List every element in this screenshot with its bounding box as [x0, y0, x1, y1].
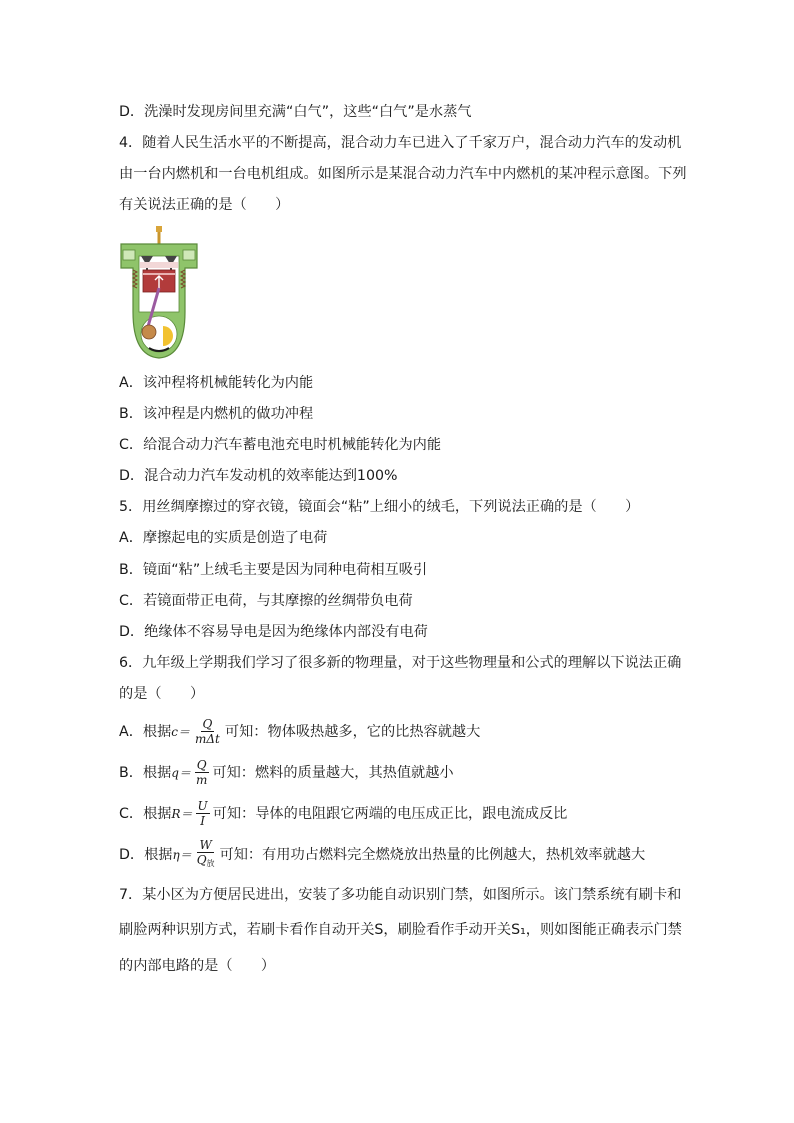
formula-numerator: W: [199, 837, 212, 852]
q5-option-d: D．绝缘体不容易导电是因为绝缘体内部没有电荷: [119, 624, 428, 640]
formula-denominator: [195, 853, 217, 871]
formula-lhs: η＝: [172, 847, 192, 862]
q6-option-d: [119, 834, 645, 874]
q5-option-b: B．镜面“粘”上绒毛主要是因为同种电荷相互吸引: [119, 562, 428, 578]
q6-stem-line-2: 的是（ ）: [119, 686, 205, 702]
option-prefix: C．根据: [119, 806, 172, 822]
q5-option-a: A．摩擦起电的实质是创造了电荷: [119, 530, 328, 546]
formula-denominator-subscript: 放: [206, 858, 215, 868]
option-text: 可知：燃料的质量越大，其热值就越小: [212, 765, 454, 781]
q4-stem-line-2: 由一台内燃机和一台电机组成。如图所示是某混合动力汽车中内燃机的某冲程示意图。下列: [119, 166, 687, 182]
formula-denominator: m: [195, 772, 208, 787]
option-prefix: A．根据: [119, 724, 172, 740]
q7-stem-line-1: 7．某小区为方便居民进出，安装了多功能自动识别门禁，如图所示。该门禁系统有刷卡和: [119, 887, 682, 903]
formula-fraction: [196, 799, 210, 828]
crank-wheel: [142, 325, 156, 339]
option-text: 可知：物体吸热越多，它的比热容就越大: [224, 724, 481, 740]
formula-lhs: R＝: [171, 806, 193, 821]
exhaust-port: [183, 250, 195, 260]
q6-stem-line-1: 6．九年级上学期我们学习了很多新的物理量，对于这些物理量和公式的理解以下说法正确: [119, 655, 682, 671]
intake-port: [123, 250, 135, 260]
formula-denominator: I: [200, 813, 205, 828]
q4-option-b: B．该冲程是内燃机的做功冲程: [119, 406, 314, 422]
q4-option-d: D．混合动力汽车发动机的效率能达到100%: [119, 468, 398, 484]
piston-ring: [143, 273, 175, 275]
formula-lhs: q＝: [171, 765, 191, 780]
q4-stem-line-3: 有关说法正确的是（ ）: [119, 197, 290, 213]
q4-stem-line-1: 4．随着人民生活水平的不断提高，混合动力车已进入了千家万户，混合动力汽车的发动机: [119, 135, 682, 151]
option-text: 可知：导体的电阻跟它两端的电压成正比，跟电流成反比: [212, 806, 568, 822]
q5-stem: 5．用丝绸摩擦过的穿衣镜，镜面会“粘”上细小的绒毛，下列说法正确的是（ ）: [119, 499, 640, 515]
q4-option-c: C．给混合动力汽车蓄电池充电时机械能转化为内能: [119, 437, 442, 453]
q7-stem-line-3: 的内部电路的是（ ）: [119, 958, 276, 974]
formula-lhs: c＝: [171, 724, 191, 739]
option-prefix: B．根据: [119, 765, 172, 781]
formula-denominator: mΔt: [195, 731, 220, 746]
formula-denominator-symbol: Q: [196, 852, 207, 867]
q5-option-c: C．若镜面带正电荷，与其摩擦的丝绸带负电荷: [119, 593, 413, 609]
gas-mixture: [140, 262, 178, 268]
spark-plug-top: [156, 226, 162, 232]
formula-fraction: [193, 717, 222, 746]
q3-option-d: D．洗澡时发现房间里充满“白气”，这些“白气”是水蒸气: [119, 104, 472, 120]
q6-option-a: [119, 711, 480, 751]
q4-option-a: A．该冲程将机械能转化为内能: [119, 375, 314, 391]
formula-fraction: [195, 838, 217, 871]
formula-numerator: Q: [202, 716, 213, 731]
engine-stroke-diagram: [119, 226, 199, 366]
formula-numerator: U: [197, 798, 208, 813]
q6-option-b: [119, 752, 454, 792]
spark-plug-body: [158, 232, 161, 244]
q6-option-c: [119, 793, 567, 833]
option-text: 可知：有用功占燃料完全燃烧放出热量的比例越大，热机效率就越大: [219, 847, 646, 863]
formula-fraction: [194, 758, 209, 787]
q7-stem-line-2: 刷脸两种识别方式，若刷卡看作自动开关S，刷脸看作手动开关S₁，则如图能正确表示门禁: [119, 922, 682, 938]
formula-numerator: Q: [196, 757, 207, 772]
option-prefix: D．根据: [119, 847, 173, 863]
